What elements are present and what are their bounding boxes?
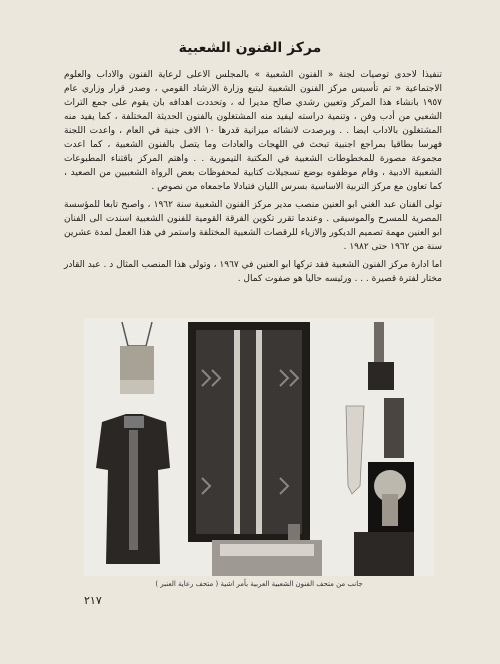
paragraph-2: تولى الفنان عبد الغني ابو العنين منصب مدير مركز الفنون الشعبية سنة ١٩٦٢ ، واصبح تابعا للمؤسسة المصرية للمسرح والموسيقى . وعندما تقرر تكوين الفرقة القومية للفنون الشعبية اسندت الى الفنان ابو العنين مهمة تصميم الديكور والازياء للرقصات الشعبية المختلفة واستمر في هذا العمل لمدة عشرين سنة من ١٩٦٢ حتى ١٩٨٢ . <box>64 200 442 252</box>
photo-caption: جانب من متحف الفنون الشعبية العربية بأمر اشية ( متحف رعاية العنبر ) <box>155 580 363 588</box>
article-body <box>64 68 442 290</box>
paragraph-1: تنفيذا لاحدى توصيات لجنة « الفنون الشعبية » بالمجلس الاعلى لرعاية الفنون والاداب والعلوم الاجتماعية « تم تأسيس مركز الفنون الشعبية ليتبع وزارة الارشاد القومي ، وصدر قرار وزاري عام ١٩٥٧ بانشاء هذا المركز وتعيين رشدي صالح مديرا له ، وتحددت اهدافه بان يقوم على جمع التراث الشعبي من أدب وفن ، وتنمية دراسته ليفيد منه المشتغلون بالفنون الحديثة المختلفة ، كما يفيد منه المشتغلون بالاداب ايضا . . وبرصدت لانشائه ميزانية قدرها ١٠ الاف جنية في العام ، واعدت اللجنة فهرسا بطاقيا بمراجع اجنبية تبحث في اللهجات والعادات وما يتصل بالفنون الشعبية ، كما اعدت مجموعة مصورة للمخطوطات الشعبية في المكتبة التيمورية . . واهتم المركز باقتناء المطبوعات الشعبية الادبية ، وقام موظفوه بوضع تسجيلات كتابية لمحفوظات بعض الرواة الشعبيين من الصعيد ، كما تعاون مع مركز التربية الاساسية بسرس الليان فتبادلا ماجمعاه من نصوص . <box>64 70 442 192</box>
page-number: ٢١٧ <box>84 594 102 607</box>
museum-photo <box>84 318 434 576</box>
page-title: مركز الفنون الشعبية <box>178 40 322 56</box>
museum-photo-illustration <box>84 318 434 576</box>
paragraph-3: اما ادارة مركز الفنون الشعبية فقد تركها ابو العنين في ١٩٦٧ ، وتولى هذا المنصب المثال د . عبد القادر مختار لفترة قصيرة . . . ورئيسه حاليا هو صفوت كمال . <box>64 260 442 284</box>
